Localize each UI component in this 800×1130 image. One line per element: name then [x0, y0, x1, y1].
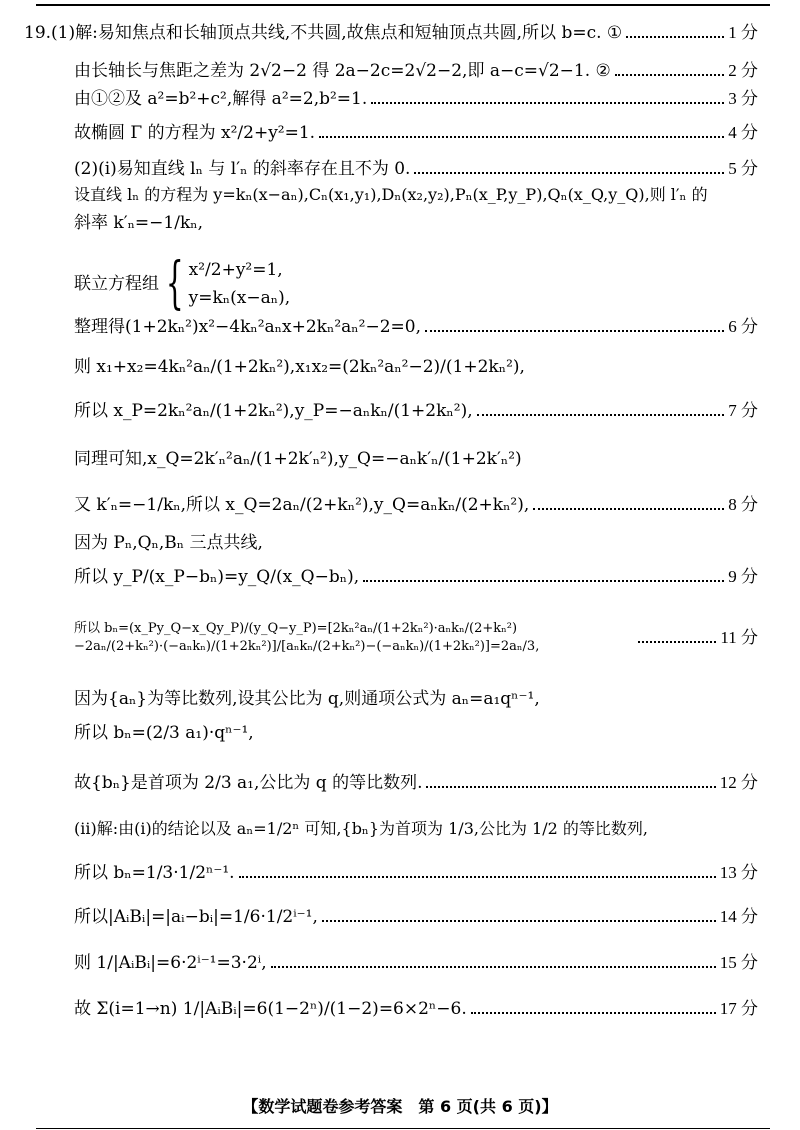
line-text: 因为 Pₙ,Qₙ,Bₙ 三点共线,: [74, 533, 263, 553]
score: 13 分: [719, 863, 758, 882]
line-text: 故椭圆 Γ 的方程为 x²/2+y²=1.: [74, 123, 316, 143]
line-11: [74, 400, 758, 422]
leader-dots: [638, 641, 716, 643]
line-6: [74, 184, 758, 206]
leader-dots: [414, 172, 724, 174]
line-18: [74, 722, 758, 744]
page-footer: 【数学试题卷参考答案 第 6 页(共 6 页)】: [242, 1097, 558, 1116]
line-text: (ⅱ)解:由(ⅰ)的结论以及 aₙ=1/2ⁿ 可知,{bₙ}为首项为 1/3,公比为 1/2 的等比数列,: [74, 819, 648, 838]
bottom-rule: [36, 1128, 770, 1129]
score: 2 分: [728, 61, 758, 80]
score: 5 分: [728, 159, 758, 178]
line-text: 所以 bₙ=1/3·1/2ⁿ⁻¹.: [74, 863, 235, 883]
leader-dots: [533, 508, 724, 510]
line-5: [74, 158, 758, 180]
line-text: 由①②及 a²=b²+c²,解得 a²=2,b²=1.: [74, 89, 368, 109]
brace-icon: {: [165, 251, 184, 316]
leader-dots: [477, 414, 725, 416]
score: 17 分: [719, 999, 758, 1018]
line-17: [74, 688, 758, 710]
equation-system: [74, 251, 291, 316]
score: 3 分: [728, 89, 758, 108]
score: 15 分: [719, 953, 758, 972]
score: 6 分: [728, 317, 758, 336]
line-1: [24, 22, 758, 44]
line-text: 所以 bₙ=(2/3 a₁)·qⁿ⁻¹,: [74, 723, 254, 743]
line-19: [74, 772, 758, 794]
line-text: 斜率 k′ₙ=−1/kₙ,: [74, 213, 204, 233]
leader-dots: [319, 136, 724, 138]
leader-dots: [426, 786, 715, 788]
leader-dots: [363, 580, 724, 582]
line-16: [74, 616, 758, 660]
line-text: 19.(1)解:易知焦点和长轴顶点共线,不共圆,故焦点和短轴顶点共圆,所以 b=c. ①: [24, 23, 623, 43]
score: 1 分: [728, 23, 758, 42]
line-text: (2)(ⅰ)易知直线 lₙ 与 l′ₙ 的斜率存在且不为 0.: [74, 159, 411, 179]
score: 9 分: [728, 567, 758, 586]
top-rule: [36, 4, 770, 6]
line-text: 则 1/|AᵢBᵢ|=6·2ⁱ⁻¹=3·2ⁱ,: [74, 953, 267, 973]
line-3: [74, 88, 758, 110]
leader-dots: [271, 966, 716, 968]
line-21: [74, 862, 758, 884]
leader-dots: [371, 102, 724, 104]
line-20: [74, 818, 758, 840]
leader-dots: [239, 876, 716, 878]
score: 8 分: [728, 495, 758, 514]
leader-dots: [615, 74, 725, 76]
line-4: [74, 122, 758, 144]
line-2: [74, 60, 758, 82]
line-22: [74, 906, 758, 928]
line-15: [74, 566, 758, 588]
line-text: 整理得(1+2kₙ²)x²−4kₙ²aₙx+2kₙ²aₙ²−2=0,: [74, 317, 421, 337]
system-label: 联立方程组: [74, 274, 159, 294]
line-23: [74, 952, 758, 974]
line-text: 同理可知,x_Q=2k′ₙ²aₙ/(1+2k′ₙ²),y_Q=−aₙk′ₙ/(1+2k′ₙ²): [74, 449, 522, 469]
score: 11 分: [720, 628, 758, 647]
score: 7 分: [728, 401, 758, 420]
line-14: [74, 532, 758, 554]
score: 12 分: [719, 773, 758, 792]
line-text: 故 Σ(i=1→n) 1/|AᵢBᵢ|=6(1−2ⁿ)/(1−2)=6×2ⁿ−6.: [74, 999, 467, 1019]
line-12: [74, 448, 758, 470]
leader-dots: [322, 920, 716, 922]
line-text: 所以 bₙ=(x_Py_Q−x_Qy_P)/(y_Q−y_P)=[2kₙ²aₙ/(1+2kₙ²)·aₙkₙ/(2+kₙ²)−2aₙ/(2+kₙ²)·(−aₙkₙ)/(1+2kₙ²)]/[aₙkₙ/(2+kₙ²)−(−aₙkₙ)/(1+2kₙ²)]=2aₙ/3,: [74, 621, 540, 654]
line-10: [74, 356, 758, 378]
line-9: [74, 316, 758, 338]
line-text: 所以|AᵢBᵢ|=|aᵢ−bᵢ|=1/6·1/2ⁱ⁻¹,: [74, 907, 318, 927]
line-text: 则 x₁+x₂=4kₙ²aₙ/(1+2kₙ²),x₁x₂=(2kₙ²aₙ²−2)/(1+2kₙ²),: [74, 357, 525, 377]
system-eq-1: x²/2+y²=1,: [188, 260, 283, 280]
line-text: 所以 y_P/(x_P−bₙ)=y_Q/(x_Q−bₙ),: [74, 567, 360, 587]
score: 4 分: [728, 123, 758, 142]
line-text: 所以 x_P=2kₙ²aₙ/(1+2kₙ²),y_P=−aₙkₙ/(1+2kₙ²),: [74, 401, 473, 421]
line-text: 由长轴长与焦距之差为 2√2−2 得 2a−2c=2√2−2,即 a−c=√2−1. ②: [74, 61, 611, 81]
line-13: [74, 494, 758, 516]
leader-dots: [626, 36, 724, 38]
leader-dots: [471, 1012, 716, 1014]
leader-dots: [425, 330, 724, 332]
line-text: 故{bₙ}是首项为 2/3 a₁,公比为 q 的等比数列.: [74, 773, 423, 793]
line-text: 设直线 lₙ 的方程为 y=kₙ(x−aₙ),Cₙ(x₁,y₁),Dₙ(x₂,y₂),Pₙ(x_P,y_P),Qₙ(x_Q,y_Q),则 l′ₙ 的: [74, 185, 708, 204]
line-text: 又 k′ₙ=−1/kₙ,所以 x_Q=2aₙ/(2+kₙ²),y_Q=aₙkₙ/(2+kₙ²),: [74, 495, 530, 515]
score: 14 分: [719, 907, 758, 926]
line-24: [74, 998, 758, 1020]
line-text: 因为{aₙ}为等比数列,设其公比为 q,则通项公式为 aₙ=a₁qⁿ⁻¹,: [74, 689, 540, 709]
line-7: [74, 212, 758, 234]
system-eq-2: y=kₙ(x−aₙ),: [188, 288, 291, 308]
